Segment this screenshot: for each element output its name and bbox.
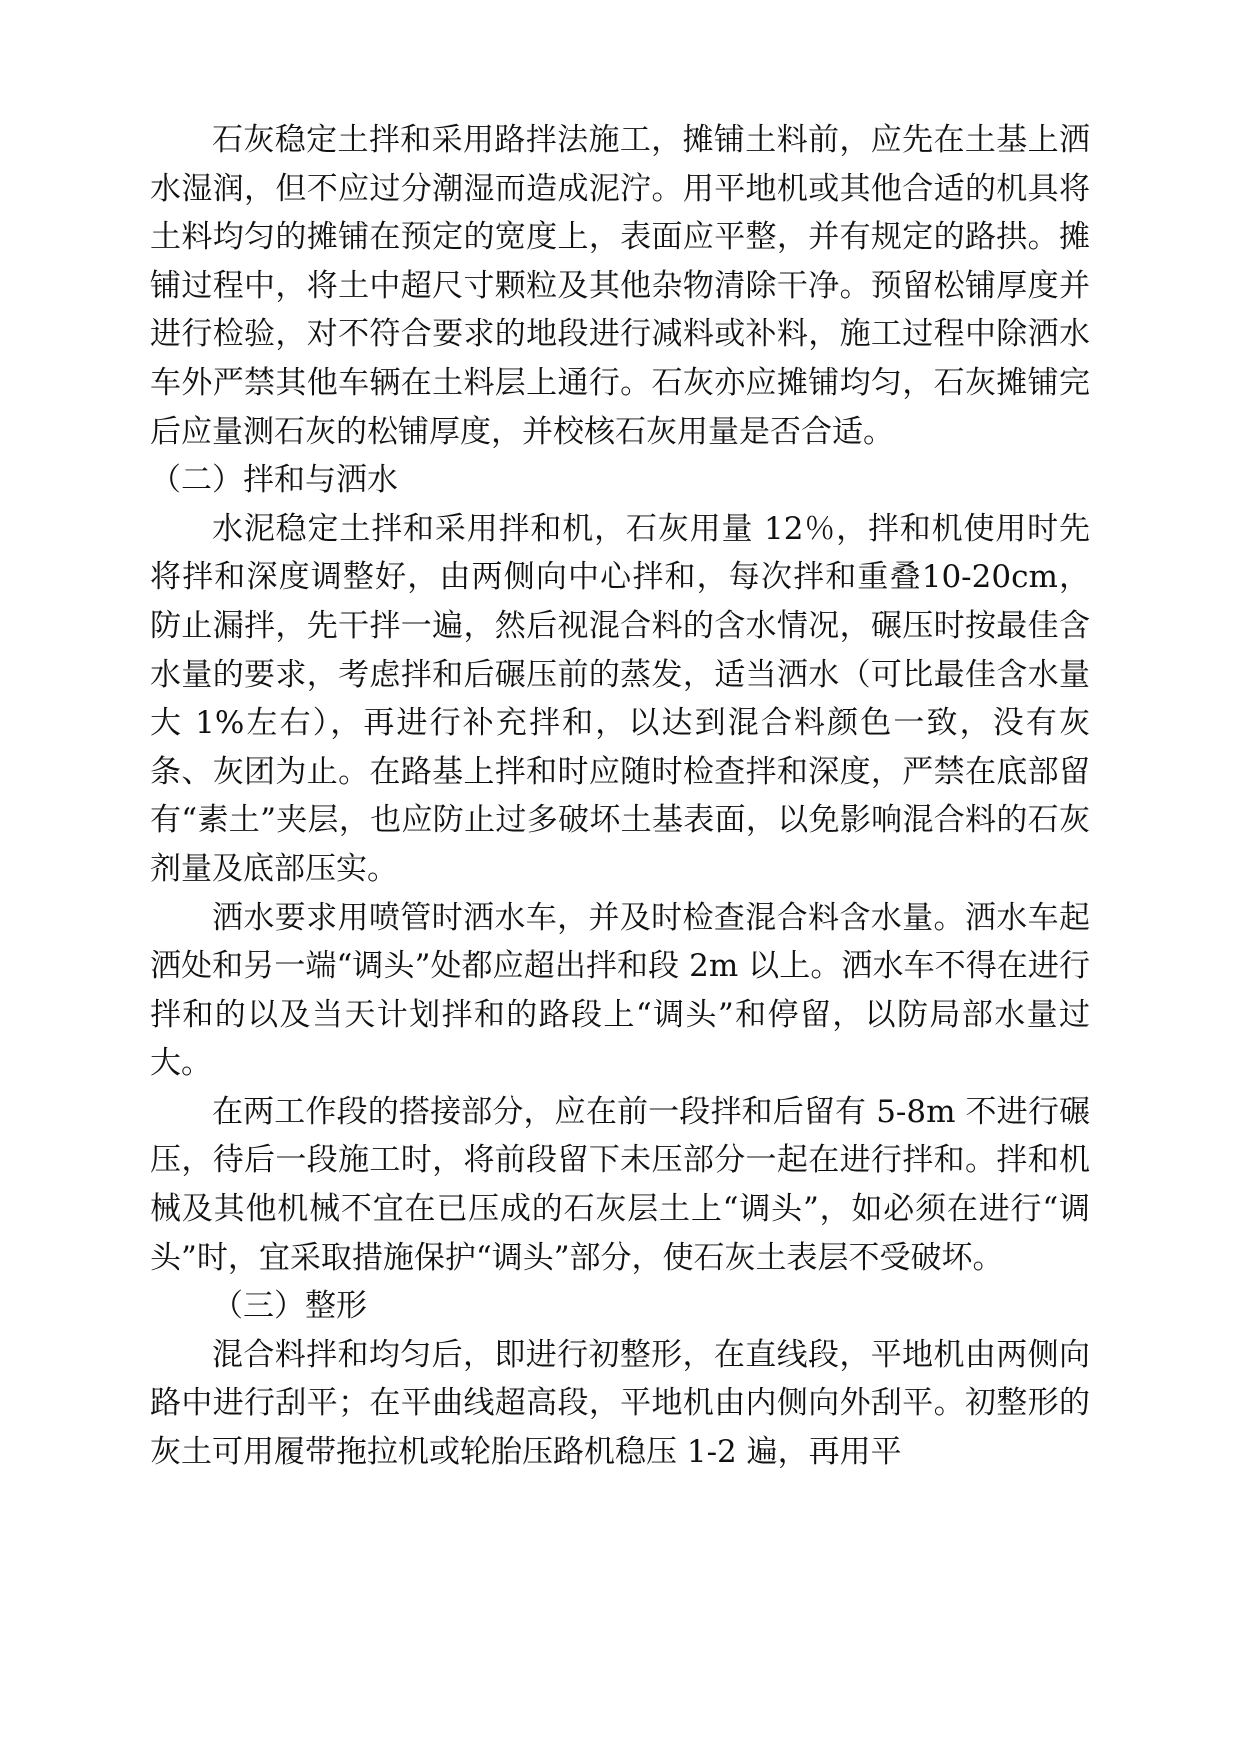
paragraph-lime-spreading: 石灰稳定土拌和采用路拌法施工，摊铺土料前，应先在土基上洒水湿润，但不应过分潮湿而造成泥泞。用平地机或其他合适的机具将土料均匀的摊铺在预定的宽度上，表面应平整，并有规定的路拱。摊铺过程中，将土中超尺寸颗粒及其他杂物清除干净。预留松铺厚度并进行检验，对不符合要求的地段进行减料或补料，施工过程中除洒水车外严禁其他车辆在土料层上通行。石灰亦应摊铺均匀，石灰摊铺完后应量测石灰的松铺厚度，并校核石灰用量是否合适。: [150, 122, 1090, 450]
section-heading-shaping: （三）整形: [212, 1288, 367, 1325]
section-heading-mixing-watering: （二）拌和与洒水: [150, 462, 398, 499]
paragraph-shaping: 混合料拌和均匀后，即进行初整形，在直线段，平地机由两侧向路中进行刮平；在平曲线超高段，平地机由内侧向外刮平。初整形的灰土可用履带拖拉机或轮胎压路机稳压 1-2 遍，再用平: [150, 1336, 1090, 1471]
paragraph-mixing: 水泥稳定土拌和采用拌和机，石灰用量 12％，拌和机使用时先将拌和深度调整好，由两侧向中心拌和，每次拌和重叠10-20cm，防止漏拌，先干拌一遍，然后视混合料的含水情况，碾压时按最佳含水量的要求，考虑拌和后碾压前的蒸发，适当洒水（可比最佳含水量大 1%左右），再进行补充拌和，以达到混合料颜色一致，没有灰条、灰团为止。在路基上拌和时应随时检查拌和深度，严禁在底部留有“素土”夹层，也应防止过多破坏土基表面，以免影响混合料的石灰剂量及底部压实。: [150, 510, 1090, 887]
paragraph-overlap: 在两工作段的搭接部分，应在前一段拌和后留有 5-8m 不进行碾压，待后一段施工时，将前段留下未压部分一起在进行拌和。拌和机械及其他机械不宜在已压成的石灰层土上“调头”，如必须在进行“调头”时，宜采取措施保护“调头”部分，使石灰土表层不受破坏。: [150, 1093, 1090, 1276]
document-body: [150, 116, 1090, 1477]
paragraph-watering: 洒水要求用喷管时洒水车，并及时检查混合料含水量。洒水车起洒处和另一端“调头”处都应超出拌和段 2m 以上。洒水车不得在进行拌和的以及当天计划拌和的路段上“调头”和停留，以防局部水量过大。: [150, 899, 1090, 1082]
